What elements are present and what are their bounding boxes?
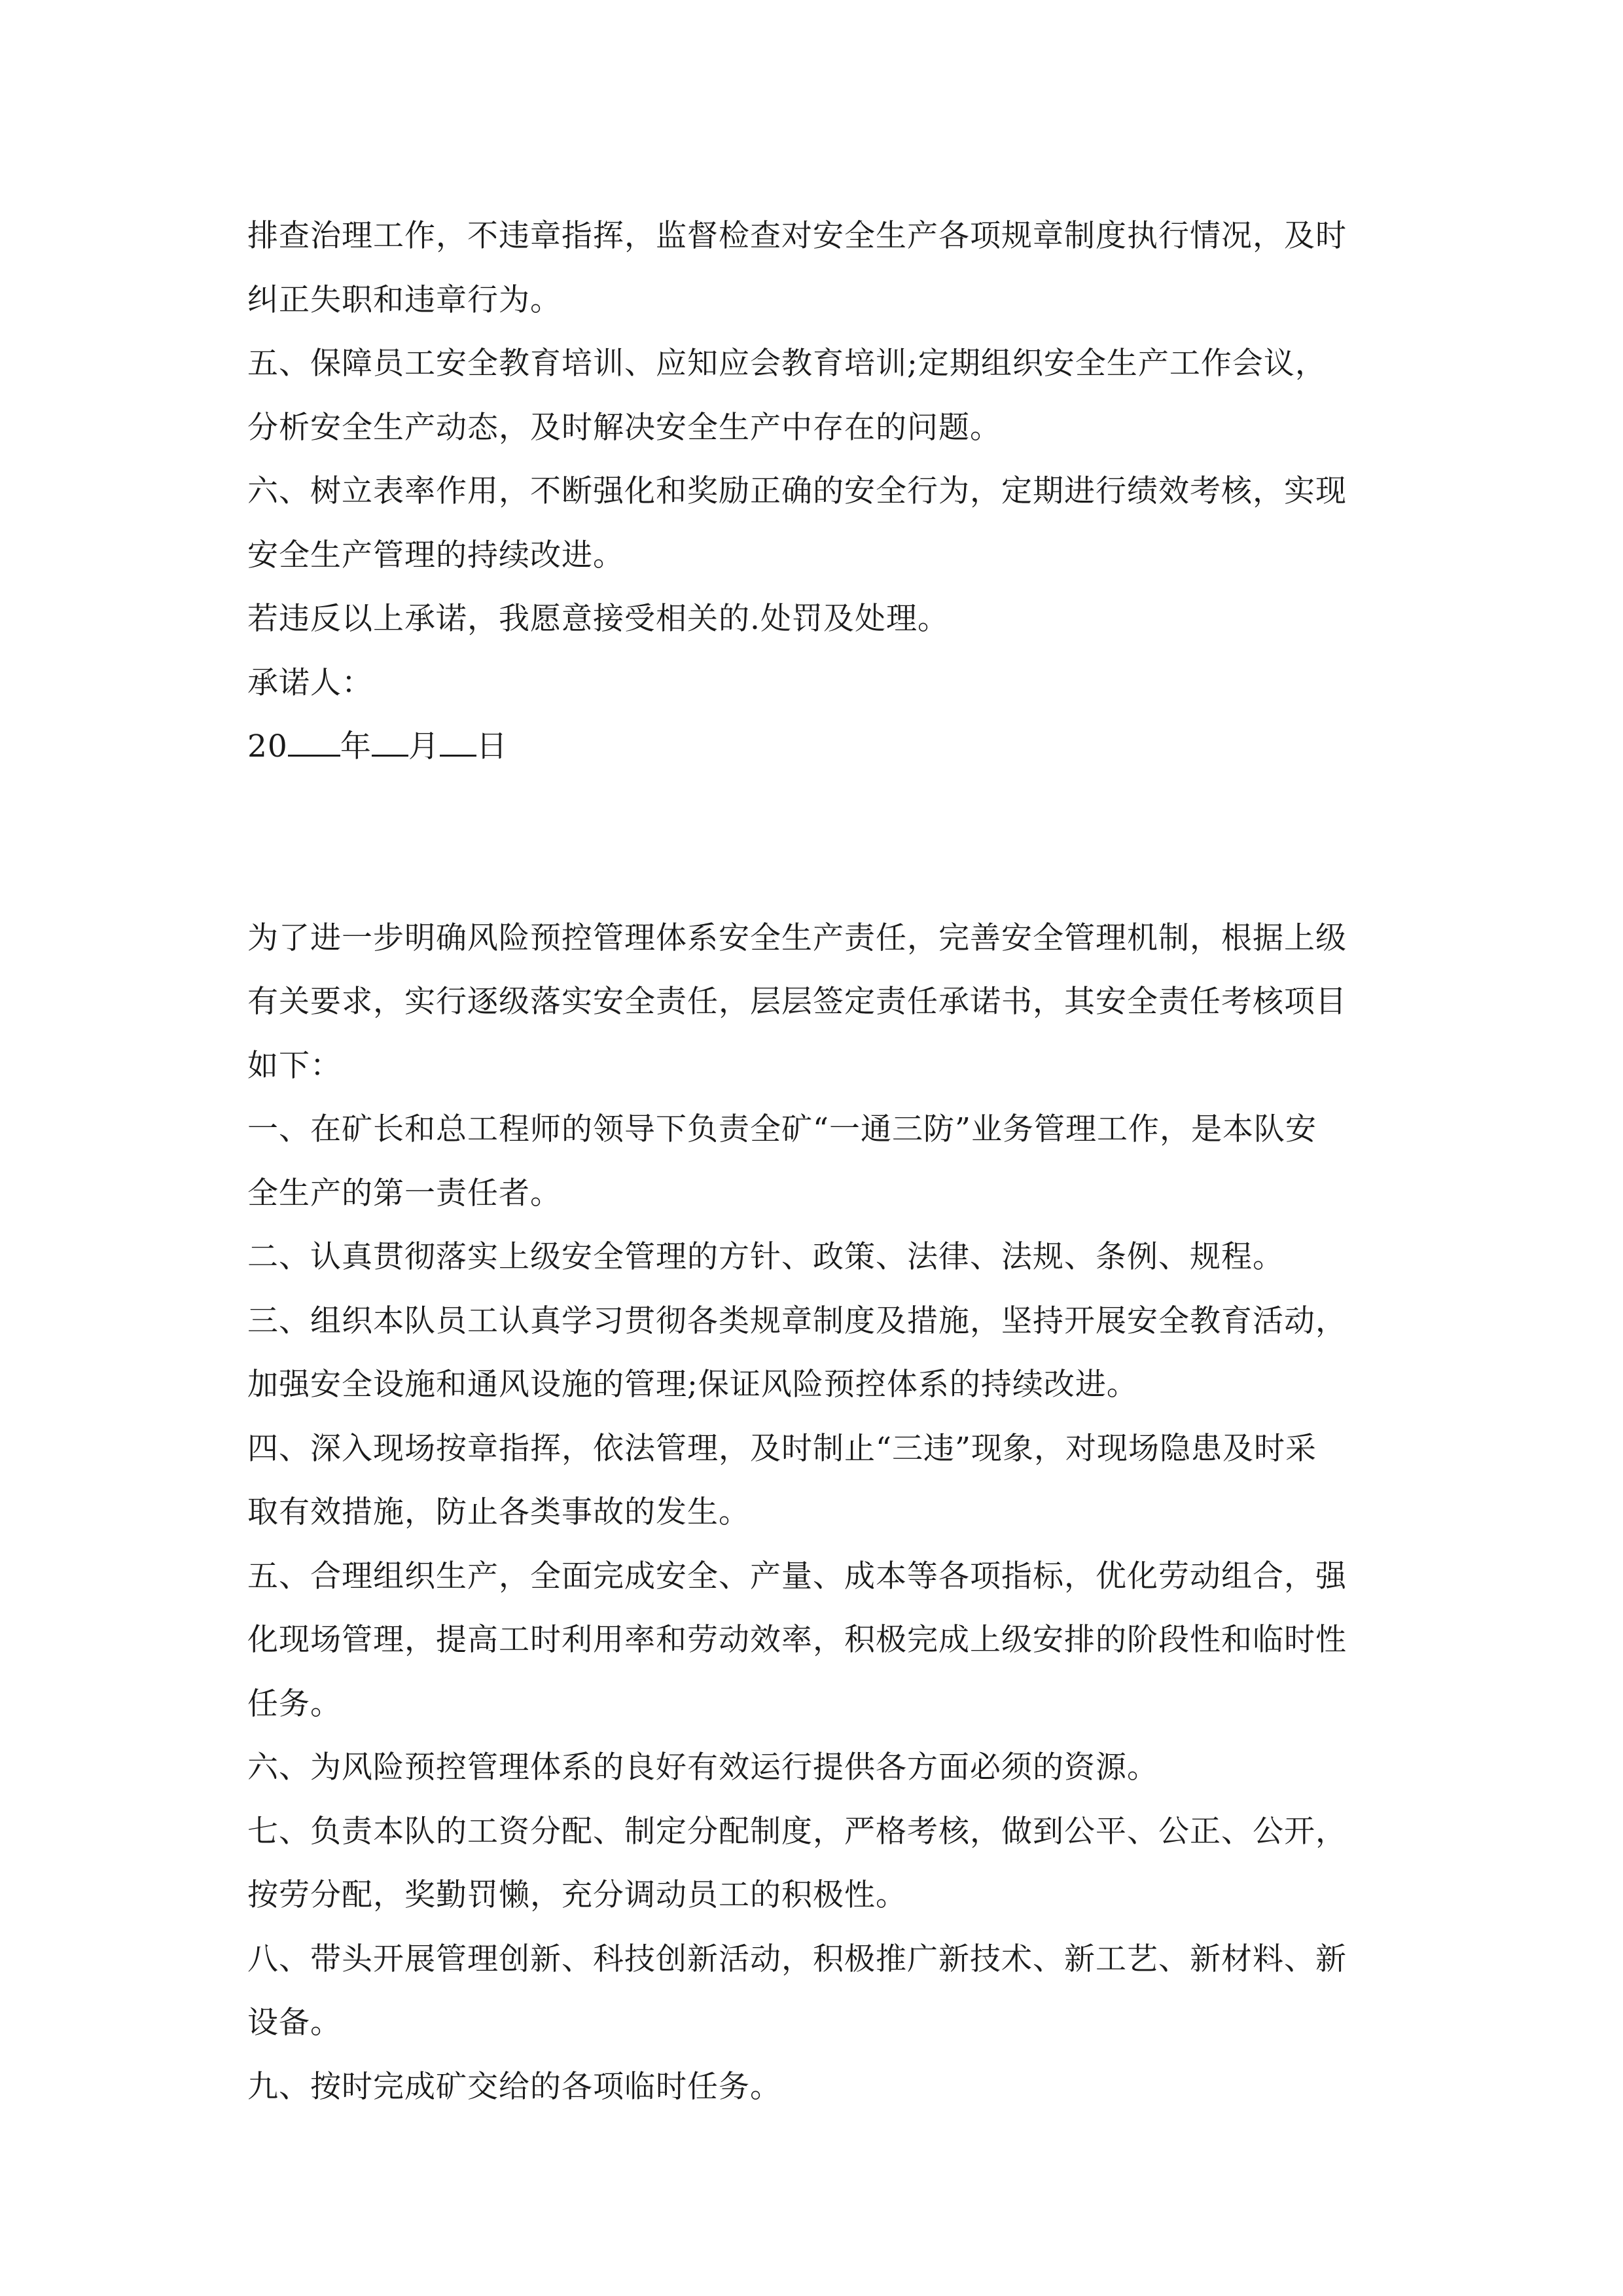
date-year-prefix: 20 <box>247 728 288 764</box>
text-line: 化现场管理，提高工时利用率和劳动效率，积极完成上级安排的阶段性和临时性 <box>247 1622 1347 1658</box>
text-line: 若违反以上承诺，我愿意接受相关的.处罚及处理。 <box>247 601 949 637</box>
text-line: 全生产的第一责任者。 <box>247 1175 562 1211</box>
date-year-char: 年 <box>340 728 372 764</box>
month-blank <box>372 728 408 757</box>
text-line: 安全生产管理的持续改进。 <box>247 537 624 573</box>
text-line: 六、树立表率作用，不断强化和奖励正确的安全行为，定期进行绩效考核，实现 <box>247 473 1347 509</box>
text-line: 九、按时完成矿交给的各项临时任务。 <box>247 2068 781 2105</box>
year-blank <box>288 728 340 757</box>
text-line: 排查治理工作，不违章指挥，监督检查对安全生产各项规章制度执行情况，及时 <box>247 218 1347 254</box>
text-line: 六、为风险预控管理体系的良好有效运行提供各方面必须的资源。 <box>247 1749 1158 1785</box>
text-line: 取有效措施，防止各类事故的发生。 <box>247 1494 750 1530</box>
text-line: 设备。 <box>247 2005 342 2041</box>
text-line: 为了进一步明确风险预控管理体系安全生产责任，完善安全管理机制，根据上级 <box>247 920 1347 956</box>
day-blank <box>440 728 476 757</box>
text-line: 一、在矿长和总工程师的领导下负责全矿“一通三防”业务管理工作，是本队安 <box>247 1111 1317 1147</box>
text-line: 三、组织本队员工认真学习贯彻各类规章制度及措施，坚持开展安全教育活动， <box>247 1302 1347 1339</box>
text-line: 五、合理组织生产，全面完成安全、产量、成本等各项指标，优化劳动组合，强 <box>247 1558 1347 1594</box>
text-line: 八、带头开展管理创新、科技创新活动，积极推广新技术、新工艺、新材料、新 <box>247 1941 1347 1977</box>
text-column <box>247 204 1386 2119</box>
commitment-section <box>247 204 1386 779</box>
date-month-char: 月 <box>408 728 440 764</box>
text-line: 任务。 <box>247 1685 342 1722</box>
text-line: 加强安全设施和通风设施的管理;保证风险预控体系的持续改进。 <box>247 1367 1138 1403</box>
text-line: 分析安全生产动态，及时解决安全生产中存在的问题。 <box>247 409 1001 446</box>
text-line: 有关要求，实行逐级落实安全责任，层层签定责任承诺书，其安全责任考核项目 <box>247 984 1347 1020</box>
text-line: 二、认真贯彻落实上级安全管理的方针、政策、法律、法规、条例、规程。 <box>247 1239 1284 1275</box>
date-line <box>247 715 1386 779</box>
responsibility-section <box>247 906 1386 2119</box>
section-gap <box>247 779 1386 906</box>
text-line: 七、负责本队的工资分配、制定分配制度，严格考核，做到公平、公正、公开， <box>247 1813 1347 1850</box>
text-line: 如下： <box>247 1047 342 1084</box>
date-day-char: 日 <box>476 728 508 764</box>
text-line: 四、深入现场按章指挥，依法管理，及时制止“三违”现象，对现场隐患及时采 <box>247 1430 1317 1467</box>
text-line: 按劳分配，奖勤罚懒，充分调动员工的积极性。 <box>247 1877 907 1913</box>
text-line: 纠正失职和违章行为。 <box>247 281 562 318</box>
text-line: 五、保障员工安全教育培训、应知应会教育培训;定期组织安全生产工作会议， <box>247 346 1327 382</box>
signatory-label: 承诺人： <box>247 664 373 701</box>
